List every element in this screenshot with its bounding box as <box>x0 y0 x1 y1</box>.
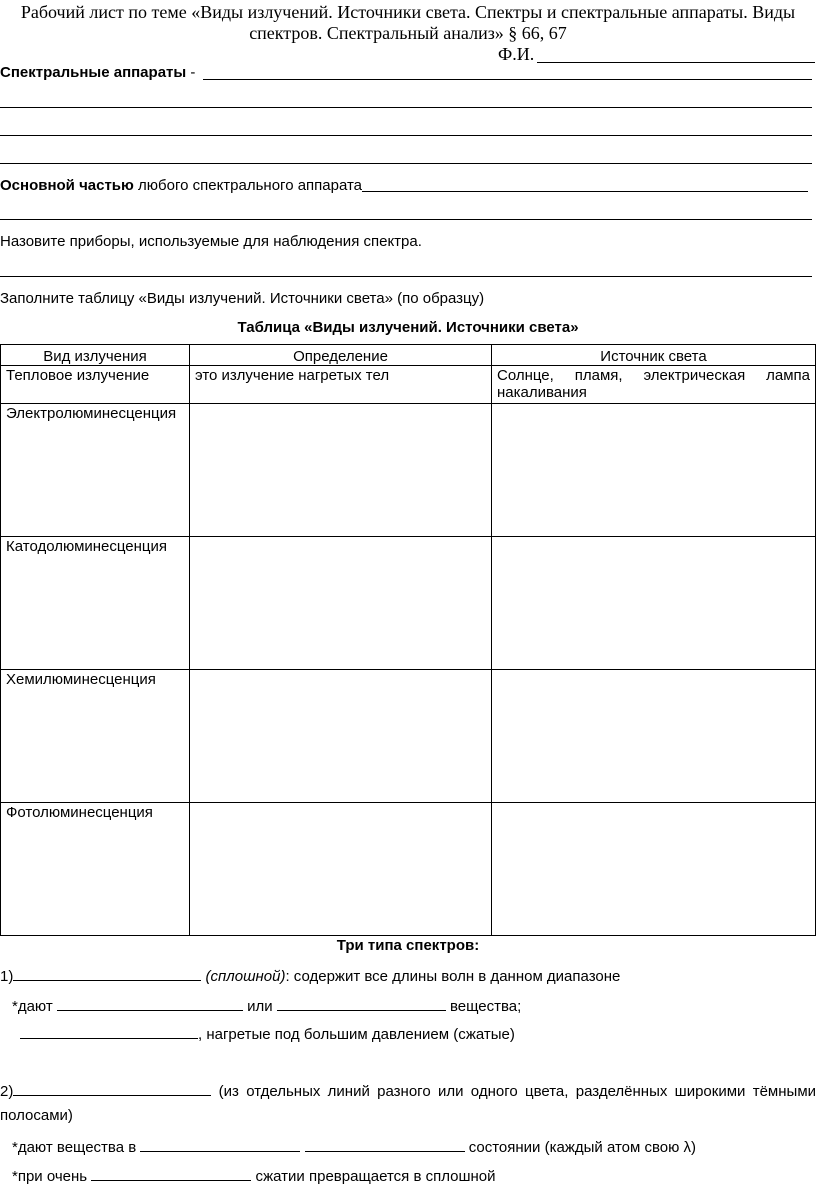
header-light-source: Источник света <box>492 345 816 366</box>
answer-line-7[interactable] <box>0 276 812 277</box>
header-definition: Определение <box>190 345 492 366</box>
state-label: состоянии (каждый атом свою λ) <box>468 1139 697 1156</box>
table-row <box>1 404 816 537</box>
item-1-heated-line <box>20 1024 515 1044</box>
radiation-table <box>0 344 816 936</box>
radiation-type-cell: Тепловое излучение <box>1 366 190 404</box>
table-row <box>1 537 816 670</box>
definition-cell[interactable] <box>190 670 492 803</box>
source-cell: Солнце, пламя, электрическая лампа накаливания <box>492 366 816 404</box>
worksheet-title: Рабочий лист по теме «Виды излучений. Источники света. Спектры и спектральные аппараты. Виды спектров. Спектральный анализ» § 66, 67 <box>20 2 796 43</box>
item-2-compress-line <box>12 1166 496 1186</box>
table-row <box>1 670 816 803</box>
give-label: *дают <box>12 998 53 1015</box>
item-2-description: (из отдельных линий разного или одного цвета, разделённых широкими тёмными полосами) <box>0 1083 816 1124</box>
main-part-term: Основной частью <box>0 177 134 194</box>
radiation-type-cell: Катодолюминесценция <box>1 537 190 670</box>
heated-blank[interactable] <box>20 1024 198 1039</box>
instruments-question: Назовите приборы, используемые для наблюдения спектра. <box>0 233 422 250</box>
table-row <box>1 803 816 936</box>
or-label: или <box>247 998 273 1015</box>
definition-cell[interactable] <box>190 404 492 537</box>
radiation-type-cell: Хемилюминесценция <box>1 670 190 803</box>
substances-label: вещества; <box>449 998 522 1015</box>
fio-input-line[interactable] <box>537 62 815 63</box>
item-2-give-line <box>12 1137 696 1157</box>
item-1-give-line <box>12 996 521 1016</box>
answer-line-5[interactable] <box>362 191 808 192</box>
answer-line-4[interactable] <box>0 163 812 164</box>
fill-table-instruction: Заполните таблицу «Виды излучений. Источники света» (по образцу) <box>0 290 485 307</box>
table-caption: Таблица «Виды излучений. Источники света» <box>237 319 579 336</box>
spectral-devices-term: Спектральные аппараты <box>0 64 187 81</box>
give-blank-2[interactable] <box>277 996 446 1011</box>
state-blank-1[interactable] <box>140 1137 300 1152</box>
answer-line-6[interactable] <box>0 219 812 220</box>
answer-line-3[interactable] <box>0 135 812 136</box>
item-2-give-label: *дают вещества в <box>12 1139 137 1156</box>
radiation-type-cell: Электролюминесценция <box>1 404 190 537</box>
main-part-prompt <box>0 177 362 195</box>
source-cell[interactable] <box>492 537 816 670</box>
radiation-type-cell: Фотолюминесценция <box>1 803 190 936</box>
source-cell[interactable] <box>492 803 816 936</box>
spectra-heading: Три типа спектров: <box>336 937 480 954</box>
source-cell[interactable] <box>492 404 816 537</box>
spectral-devices-dash: - <box>190 64 196 81</box>
main-part-text: любого спектрального аппарата <box>138 177 363 194</box>
item-1-description: : содержит все длины волн в данном диапазоне <box>285 968 621 985</box>
definition-cell[interactable] <box>190 803 492 936</box>
source-cell[interactable] <box>492 670 816 803</box>
spectrum-item-1 <box>0 966 620 986</box>
spectral-devices-prompt <box>0 64 195 82</box>
definition-cell: это излучение нагретых тел <box>190 366 492 404</box>
item-2-blank[interactable] <box>13 1081 211 1096</box>
give-blank-1[interactable] <box>57 996 243 1011</box>
definition-cell[interactable] <box>190 537 492 670</box>
item-1-italic: (сплошной) <box>205 968 286 985</box>
spectrum-item-2 <box>0 1080 816 1128</box>
compress-label: сжатии превращается в сплошной <box>255 1168 496 1185</box>
header-radiation-type: Вид излучения <box>1 345 190 366</box>
item-2-number: 2) <box>0 1083 14 1100</box>
table-header-row <box>1 345 816 366</box>
compress-blank[interactable] <box>91 1166 251 1181</box>
answer-line-2[interactable] <box>0 107 812 108</box>
state-blank-2[interactable] <box>305 1137 465 1152</box>
very-label: *при очень <box>12 1168 88 1185</box>
table-row <box>1 366 816 404</box>
item-1-blank[interactable] <box>13 966 201 981</box>
item-1-number: 1) <box>0 968 14 985</box>
fio-label: Ф.И. <box>498 44 535 64</box>
heated-label: , нагретые под большим давлением (сжатые) <box>198 1026 515 1043</box>
answer-line-1[interactable] <box>203 79 812 80</box>
